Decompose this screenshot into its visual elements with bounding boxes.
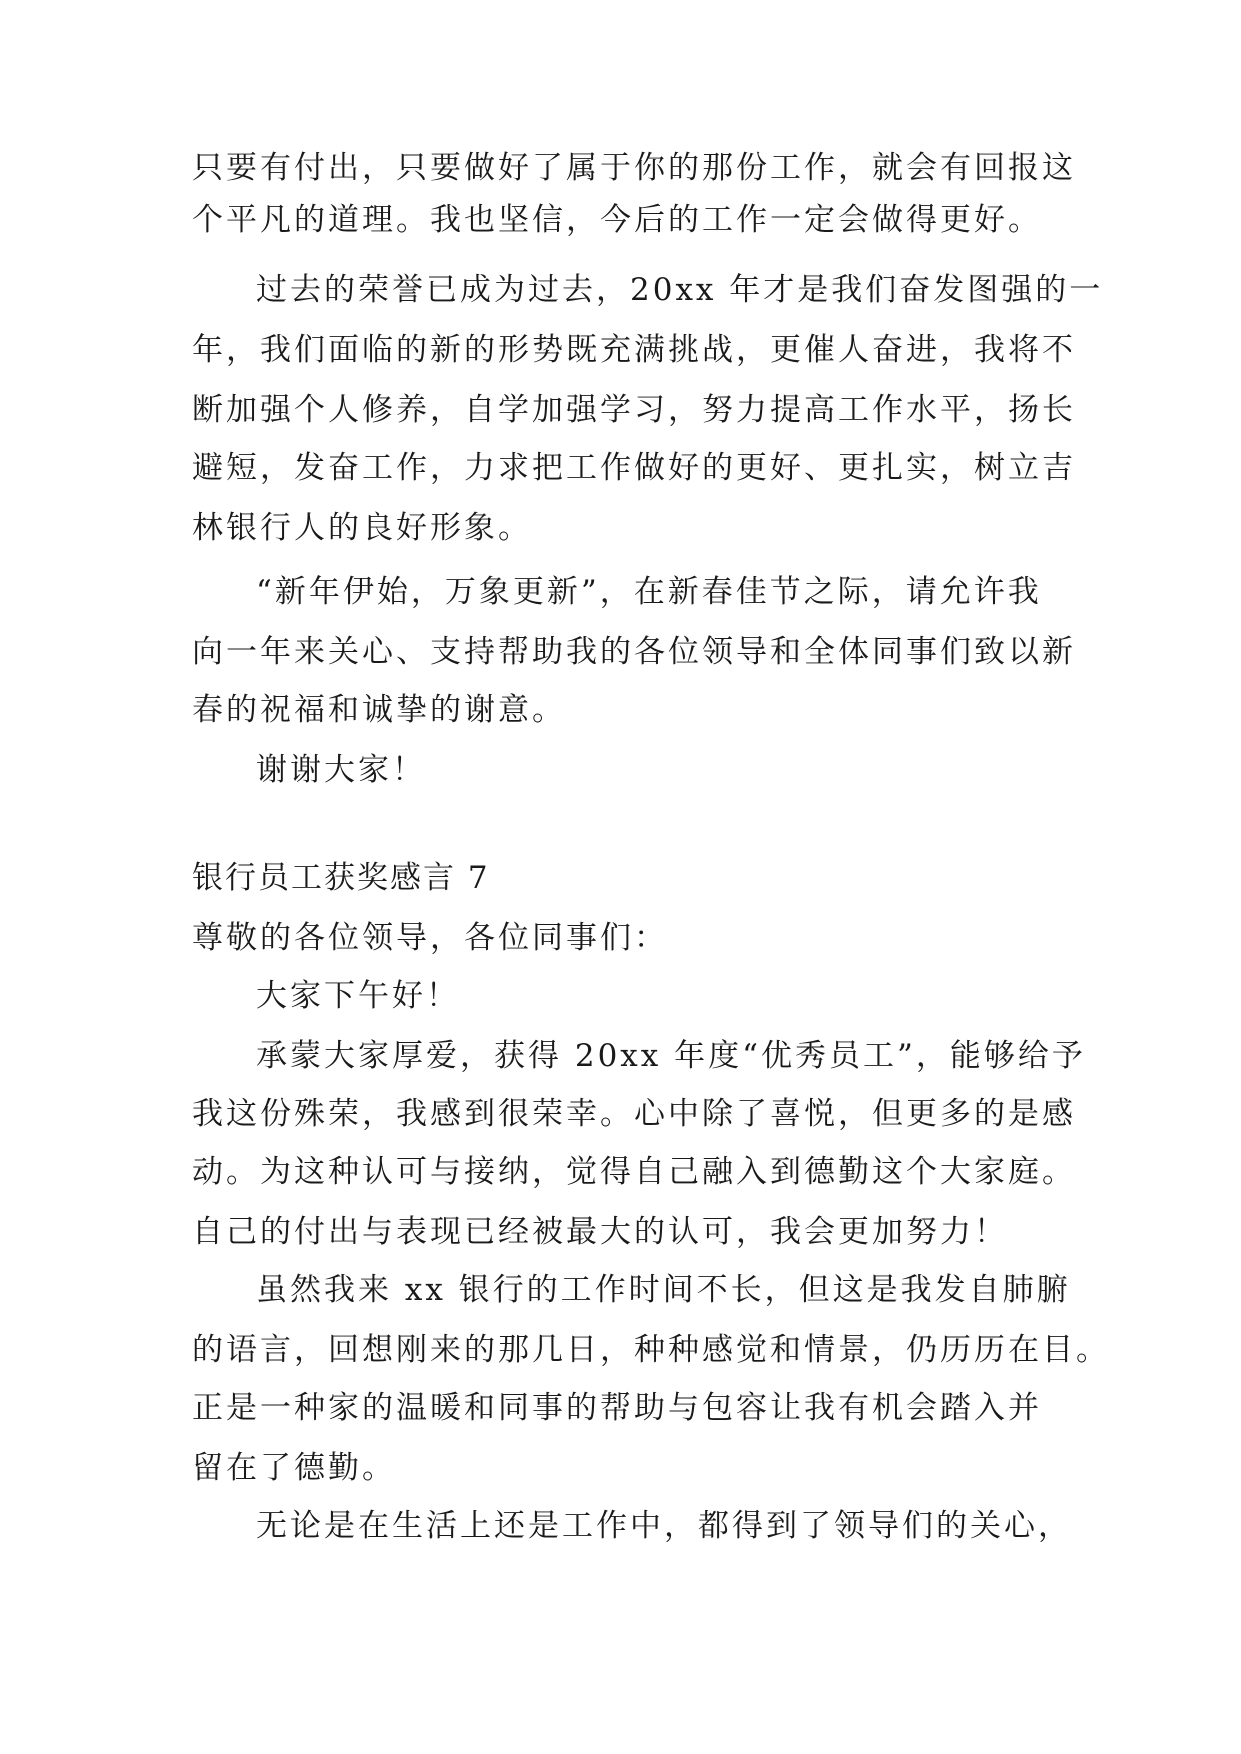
paragraph-start-line: “新年伊始，万象更新”，在新春佳节之际，请允许我	[256, 574, 1042, 610]
text-line: 向一年来关心、支持帮助我的各位领导和全体同事们致以新	[192, 634, 1076, 670]
text-line: 断加强个人修养，自学加强学习，努力提高工作水平，扬长	[192, 392, 1076, 428]
text-line: 个平凡的道理。我也坚信，今后的工作一定会做得更好。	[192, 202, 1042, 238]
text-line: 的语言，回想刚来的那几日，种种感觉和情景，仍历历在目。	[192, 1332, 1110, 1368]
text-line: 年，我们面临的新的形势既充满挑战，更催人奋进，我将不	[192, 332, 1076, 368]
text-line: 我这份殊荣，我感到很荣幸。心中除了喜悦，但更多的是感	[192, 1096, 1076, 1132]
salutation-line: 尊敬的各位领导，各位同事们：	[192, 920, 668, 956]
text-line: 只要有付出，只要做好了属于你的那份工作，就会有回报这	[192, 150, 1076, 186]
closing-line: 谢谢大家！	[256, 752, 426, 788]
text-line: 春的祝福和诚挚的谢意。	[192, 692, 566, 728]
section-heading: 银行员工获奖感言 7	[192, 860, 490, 896]
paragraph-start-line: 过去的荣誉已成为过去，20xx 年才是我们奋发图强的一	[256, 272, 1104, 308]
text-line: 自己的付出与表现已经被最大的认可，我会更加努力！	[192, 1214, 1008, 1250]
paragraph-start-line: 承蒙大家厚爱，获得 20xx 年度“优秀员工”，能够给予	[256, 1038, 1086, 1074]
text-line: 林银行人的良好形象。	[192, 510, 532, 546]
paragraph-start-line: 虽然我来 xx 银行的工作时间不长，但这是我发自肺腑	[256, 1272, 1071, 1308]
text-line: 动。为这种认可与接纳，觉得自己融入到德勤这个大家庭。	[192, 1154, 1076, 1190]
text-line: 留在了德勤。	[192, 1450, 396, 1486]
text-line: 避短，发奋工作，力求把工作做好的更好、更扎实，树立吉	[192, 450, 1076, 486]
paragraph-start-line: 无论是在生活上还是工作中，都得到了领导们的关心，	[256, 1508, 1072, 1544]
text-line: 正是一种家的温暖和同事的帮助与包容让我有机会踏入并	[192, 1390, 1042, 1426]
greeting-line: 大家下午好！	[256, 978, 460, 1014]
